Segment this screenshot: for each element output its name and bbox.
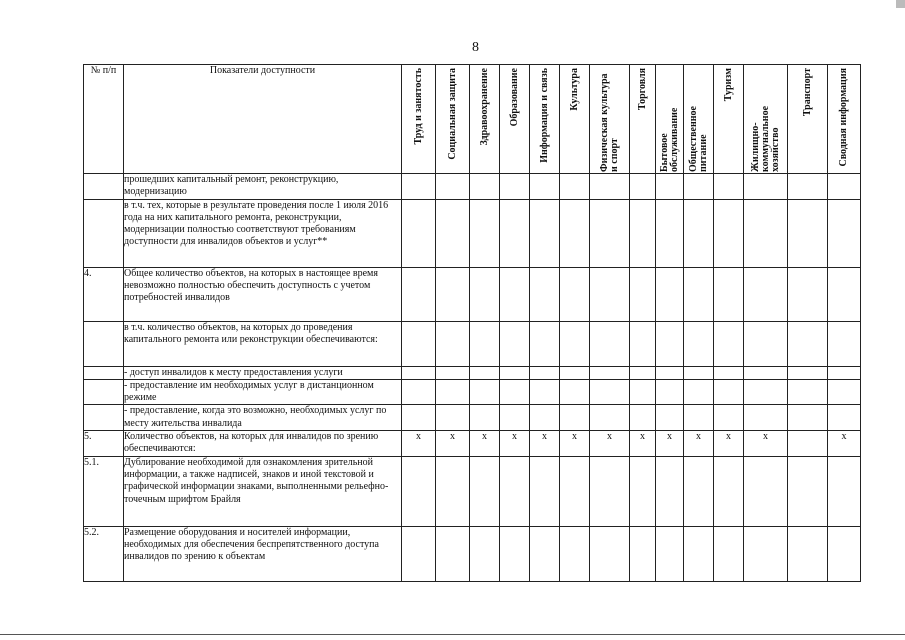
table-cell: [684, 174, 714, 200]
row-description: Количество объектов, на которых для инвалидов по зрению обеспечиваются:: [124, 431, 402, 457]
header-number: № п/п: [84, 65, 124, 174]
header-category: Торговля: [630, 65, 656, 174]
accessibility-table: [83, 64, 861, 582]
table-cell: [828, 405, 861, 431]
table-cell: [590, 174, 630, 200]
table-cell: x: [436, 431, 470, 457]
table-cell: x: [744, 431, 788, 457]
table-cell: [630, 174, 656, 200]
table-cell: [500, 405, 530, 431]
table-cell: [744, 174, 788, 200]
table-cell: [402, 267, 436, 321]
table-cell: [560, 456, 590, 526]
table-cell: [656, 405, 684, 431]
header-category: Физическая культура и спорт: [590, 65, 630, 174]
header-category: Образование: [500, 65, 530, 174]
table-cell: x: [630, 431, 656, 457]
table-cell: [828, 379, 861, 405]
table-cell: x: [656, 431, 684, 457]
table-cell: [470, 199, 500, 267]
table-cell: [828, 526, 861, 581]
table-cell: [436, 456, 470, 526]
table-row: [84, 431, 861, 457]
table-cell: [744, 526, 788, 581]
table-cell: [402, 379, 436, 405]
table-cell: [684, 405, 714, 431]
table-cell: [560, 366, 590, 379]
table-cell: x: [560, 431, 590, 457]
table-cell: [402, 405, 436, 431]
table-cell: [500, 379, 530, 405]
row-number: [84, 366, 124, 379]
bottom-rule: [0, 634, 905, 635]
table-cell: [788, 174, 828, 200]
scan-corner: [896, 0, 905, 8]
table-cell: [684, 199, 714, 267]
table-cell: [590, 456, 630, 526]
row-number: [84, 379, 124, 405]
table-cell: [436, 379, 470, 405]
table-cell: x: [714, 431, 744, 457]
table-cell: [684, 456, 714, 526]
header-category: Туризм: [714, 65, 744, 174]
table-cell: [656, 456, 684, 526]
table-cell: [402, 199, 436, 267]
table-cell: [436, 366, 470, 379]
header-category: Жилищно-коммунальное хозяйство: [744, 65, 788, 174]
table-cell: [788, 321, 828, 366]
table-cell: [714, 379, 744, 405]
table-cell: x: [402, 431, 436, 457]
row-description: в т.ч. тех, которые в результате проведения после 1 июля 2016 года на них капитального ремонта, реконструкции, модернизации полностью соответствуют требованиям доступности для инвалидов объектов и услуг**: [124, 199, 402, 267]
table-cell: [714, 321, 744, 366]
table-cell: [590, 267, 630, 321]
table-cell: [714, 366, 744, 379]
row-number: [84, 174, 124, 200]
table-cell: [788, 267, 828, 321]
table-cell: [560, 199, 590, 267]
table-cell: [470, 174, 500, 200]
table-cell: [530, 199, 560, 267]
table-cell: [402, 456, 436, 526]
table-cell: [788, 526, 828, 581]
table-cell: [744, 379, 788, 405]
header-category: Труд и занятость: [402, 65, 436, 174]
table-cell: [560, 321, 590, 366]
table-cell: [500, 174, 530, 200]
table-cell: [788, 431, 828, 457]
table-cell: [530, 267, 560, 321]
table-cell: [560, 405, 590, 431]
header-category: Общественное питание: [684, 65, 714, 174]
table-cell: [436, 267, 470, 321]
table-cell: [590, 526, 630, 581]
table-cell: [788, 456, 828, 526]
table-cell: [656, 174, 684, 200]
table-cell: [500, 267, 530, 321]
table-cell: [402, 526, 436, 581]
table-cell: x: [530, 431, 560, 457]
table-cell: [684, 267, 714, 321]
table-cell: [470, 321, 500, 366]
table-row: [84, 456, 861, 526]
header-category: Сводная информация: [828, 65, 861, 174]
row-number: [84, 199, 124, 267]
table-cell: [714, 267, 744, 321]
table-cell: [656, 321, 684, 366]
header-category: Информация и связь: [530, 65, 560, 174]
row-description: - предоставление им необходимых услуг в дистанционном режиме: [124, 379, 402, 405]
table-cell: [656, 199, 684, 267]
row-description: Размещение оборудования и носителей информации, необходимых для обеспечения беспрепятственного доступа инвалидов по зрению к объектам: [124, 526, 402, 581]
table-cell: [744, 405, 788, 431]
table-cell: x: [500, 431, 530, 457]
row-description: Общее количество объектов, на которых в настоящее время невозможно полностью обеспечить доступность с учетом потребностей инвалидов: [124, 267, 402, 321]
table-cell: [436, 526, 470, 581]
table-row: [84, 267, 861, 321]
table-row: [84, 526, 861, 581]
table-cell: x: [828, 431, 861, 457]
table-cell: [436, 321, 470, 366]
table-cell: [630, 379, 656, 405]
table-cell: [630, 321, 656, 366]
row-number: [84, 405, 124, 431]
table-cell: [788, 379, 828, 405]
table-cell: [630, 267, 656, 321]
table-cell: [788, 405, 828, 431]
table-cell: [590, 405, 630, 431]
table-cell: [828, 456, 861, 526]
table-cell: [656, 379, 684, 405]
table-cell: [744, 199, 788, 267]
row-number: [84, 321, 124, 366]
table-cell: [470, 366, 500, 379]
table-cell: [656, 267, 684, 321]
table-cell: [500, 456, 530, 526]
table-cell: [500, 526, 530, 581]
table-cell: [828, 174, 861, 200]
table-cell: [590, 199, 630, 267]
table-cell: [714, 174, 744, 200]
table-cell: [630, 199, 656, 267]
table-cell: [530, 405, 560, 431]
header-row: [84, 65, 861, 174]
table-cell: [560, 379, 590, 405]
table-cell: [436, 405, 470, 431]
table-row: [84, 174, 861, 200]
table-cell: [714, 526, 744, 581]
table-cell: x: [684, 431, 714, 457]
table-cell: [714, 199, 744, 267]
table-cell: [402, 174, 436, 200]
table-cell: [684, 366, 714, 379]
table-cell: [714, 405, 744, 431]
table-cell: [470, 267, 500, 321]
table-cell: [530, 366, 560, 379]
table-cell: [470, 405, 500, 431]
table-cell: x: [470, 431, 500, 457]
row-description: Дублирование необходимой для ознакомления зрительной информации, а также надписей, знаков и иной текстовой и графической информации знаками, выполненными рельефно-точечным шрифтом Брайля: [124, 456, 402, 526]
header-category: Здравоохранение: [470, 65, 500, 174]
table-row: [84, 366, 861, 379]
row-number: 4.: [84, 267, 124, 321]
table-cell: [590, 379, 630, 405]
table-cell: [744, 321, 788, 366]
table-cell: [402, 366, 436, 379]
table-cell: x: [590, 431, 630, 457]
table-cell: [828, 321, 861, 366]
page-number: 8: [472, 40, 479, 55]
table-cell: [788, 199, 828, 267]
row-number: 5.: [84, 431, 124, 457]
table-body: [84, 174, 861, 582]
header-category: Транспорт: [788, 65, 828, 174]
table-cell: [744, 456, 788, 526]
table-cell: [560, 526, 590, 581]
table-cell: [470, 456, 500, 526]
table-cell: [560, 267, 590, 321]
table-cell: [744, 366, 788, 379]
table-cell: [630, 526, 656, 581]
table-cell: [656, 366, 684, 379]
table-cell: [630, 456, 656, 526]
row-number: 5.2.: [84, 526, 124, 581]
table-cell: [684, 526, 714, 581]
table-cell: [630, 405, 656, 431]
table-cell: [684, 379, 714, 405]
table-cell: [828, 199, 861, 267]
table-cell: [530, 379, 560, 405]
table-cell: [436, 199, 470, 267]
row-number: 5.1.: [84, 456, 124, 526]
table-cell: [684, 321, 714, 366]
table-cell: [436, 174, 470, 200]
row-description: прошедших капитальный ремонт, реконструкцию, модернизацию: [124, 174, 402, 200]
header-category: Бытовое обслуживание: [656, 65, 684, 174]
table-cell: [788, 366, 828, 379]
table-cell: [500, 321, 530, 366]
table-cell: [530, 456, 560, 526]
table-cell: [630, 366, 656, 379]
header-category: Социальная защита: [436, 65, 470, 174]
row-description: в т.ч. количество объектов, на которых до проведения капитального ремонта или реконструкции обеспечиваются:: [124, 321, 402, 366]
table-row: [84, 321, 861, 366]
table-row: [84, 379, 861, 405]
table-cell: [560, 174, 590, 200]
header-category: Культура: [560, 65, 590, 174]
row-description: - предоставление, когда это возможно, необходимых услуг по месту жительства инвалида: [124, 405, 402, 431]
table-row: [84, 405, 861, 431]
table-cell: [590, 321, 630, 366]
table-cell: [500, 366, 530, 379]
table-cell: [828, 366, 861, 379]
table-cell: [402, 321, 436, 366]
table-row: [84, 199, 861, 267]
table-cell: [656, 526, 684, 581]
row-description: - доступ инвалидов к месту предоставления услуги: [124, 366, 402, 379]
table-cell: [744, 267, 788, 321]
table-cell: [590, 366, 630, 379]
table-cell: [500, 199, 530, 267]
table-cell: [470, 379, 500, 405]
table-cell: [714, 456, 744, 526]
table-cell: [530, 321, 560, 366]
header-indicator: Показатели доступности: [124, 65, 402, 174]
table-cell: [470, 526, 500, 581]
table-cell: [530, 174, 560, 200]
table-cell: [828, 267, 861, 321]
table-cell: [530, 526, 560, 581]
